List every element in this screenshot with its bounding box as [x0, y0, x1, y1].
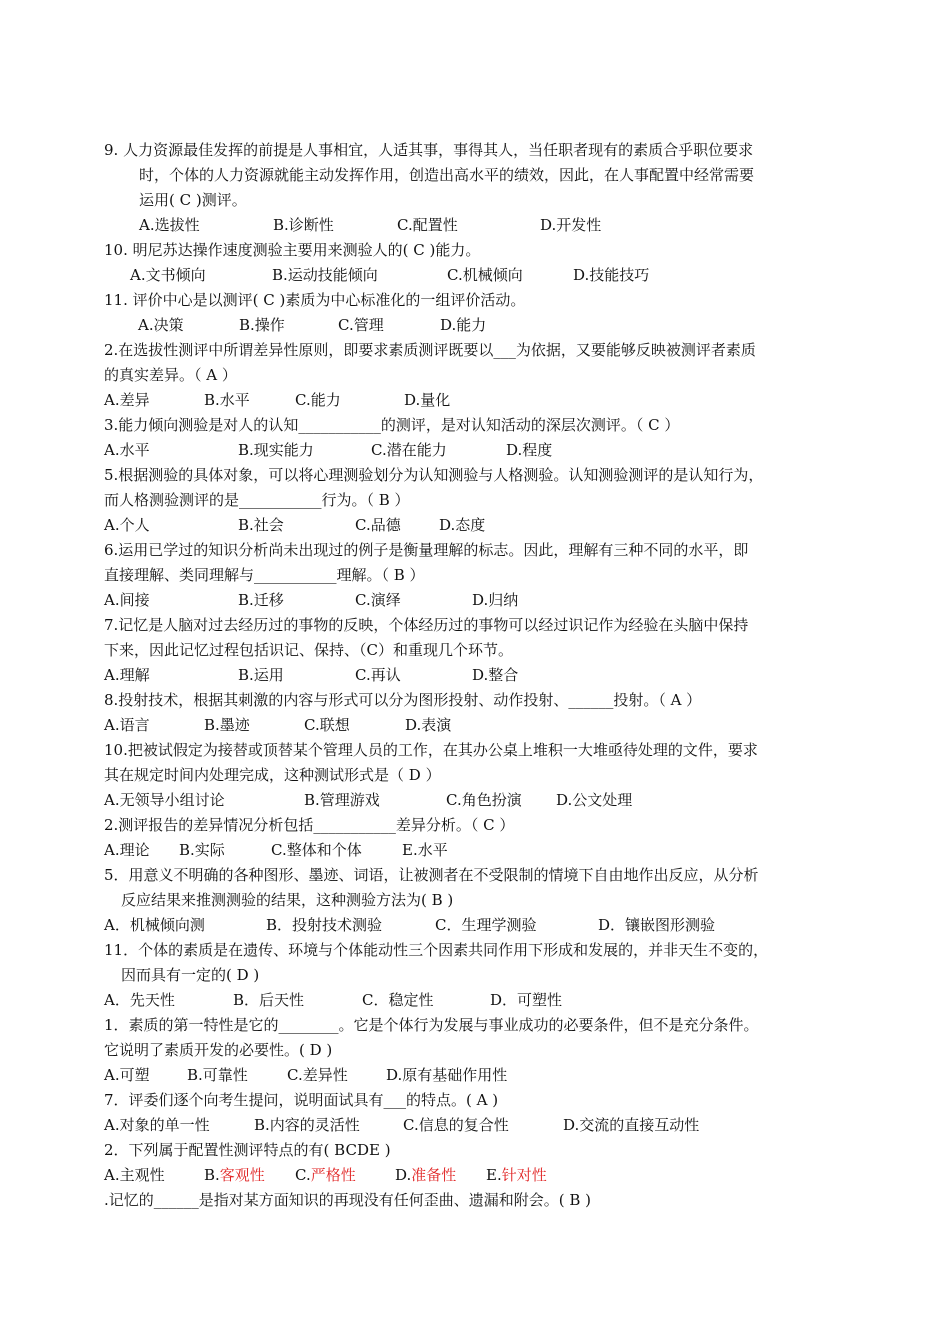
- option: A.文书倾向: [130, 266, 206, 284]
- question-text: 5.根据测验的具体对象，可以将心理测验划分为认知测验与人格测验。认知测验测评的是认知行为，: [104, 466, 764, 484]
- option: E.水平: [402, 841, 448, 859]
- question-text: 的真实差异。（ A ）: [104, 366, 237, 384]
- option: B.客观性: [204, 1166, 265, 1184]
- option: A.主观性: [104, 1166, 165, 1184]
- option: B.管理游戏: [304, 791, 380, 809]
- option: C.潜在能力: [371, 441, 447, 459]
- highlighted-option-text: 针对性: [501, 1166, 547, 1184]
- option: A.水平: [104, 441, 150, 459]
- highlighted-option-text: 客观性: [219, 1166, 265, 1184]
- option: C.管理: [338, 316, 384, 334]
- option: D.整合: [472, 666, 519, 684]
- option: D.准备性: [395, 1166, 457, 1184]
- question-text: 运用( C )测评。: [139, 191, 247, 209]
- option: A.理解: [104, 666, 150, 684]
- option: B.墨迹: [204, 716, 250, 734]
- options-row: [104, 1063, 844, 1088]
- option: A．机械倾向测: [104, 916, 205, 934]
- options-row: [104, 263, 844, 288]
- options-row: [104, 388, 844, 413]
- option: B.水平: [204, 391, 250, 409]
- option: B．投射技术测验: [266, 916, 383, 934]
- options-row: [104, 438, 844, 463]
- question-text: 1．素质的第一特性是它的________。它是个体行为发展与事业成功的必要条件，但不是充分条件。: [104, 1016, 759, 1034]
- question-text: 因而具有一定的( D ): [121, 966, 260, 984]
- question-text: 2．下列属于配置性测评特点的有( BCDE ): [104, 1141, 391, 1159]
- question-text: 反应结果来推测测验的结果，这种测验方法为( B ): [121, 891, 454, 909]
- question-text: 11．个体的素质是在遗传、环境与个体能动性三个因素共同作用下形成和发展的，并非天生不变的，: [104, 941, 769, 959]
- option: D.能力: [440, 316, 487, 334]
- option: B.运动技能倾向: [272, 266, 378, 284]
- options-row: [104, 838, 844, 863]
- question-text: 而人格测验测评的是___________行为。（ B ）: [104, 491, 410, 509]
- options-row: [104, 1113, 844, 1138]
- option: C.演绎: [355, 591, 401, 609]
- option: C.角色扮演: [446, 791, 522, 809]
- question-text: 直接理解、类同理解与___________理解。（ B ）: [104, 566, 425, 584]
- option: B.操作: [239, 316, 285, 334]
- question-text: 5．用意义不明确的各种图形、墨迹、词语，让被测者在不受限制的情境下自由地作出反应，从分析: [104, 866, 759, 884]
- question-text: 它说明了素质开发的必要性。( D ): [104, 1041, 333, 1059]
- option: E.针对性: [486, 1166, 547, 1184]
- question-text: 2.在选拔性测评中所谓差异性原则，即要求素质测评既要以___为依据，又要能够反映被测评者素质: [104, 341, 756, 359]
- option: D.归纳: [472, 591, 519, 609]
- option: A.理论: [104, 841, 150, 859]
- question-text: 7.记忆是人脑对过去经历过的事物的反映，个体经历过的事物可以经过识记作为经验在头脑中保持: [104, 616, 749, 634]
- option: A.个人: [104, 516, 150, 534]
- option: A.决策: [138, 316, 184, 334]
- question-text: 11. 评价中心是以测评( C )素质为中心标准化的一组评价活动。: [104, 291, 526, 309]
- option: A.选拔性: [139, 216, 200, 234]
- option: B.诊断性: [273, 216, 334, 234]
- option: D.技能技巧: [573, 266, 650, 284]
- option: D.原有基础作用性: [386, 1066, 508, 1084]
- options-row: [104, 513, 844, 538]
- highlighted-option-text: 准备性: [411, 1166, 457, 1184]
- option: A.可塑: [104, 1066, 150, 1084]
- question-text: 9. 人力资源最佳发挥的前提是人事相宜，人适其事，事得其人，当任职者现有的素质合乎职位要求: [104, 141, 754, 159]
- options-row: [104, 313, 844, 338]
- option: B.可靠性: [187, 1066, 248, 1084]
- option: C.再认: [355, 666, 401, 684]
- question-text: 2.测评报告的差异情况分析包括___________差异分析。（ C ）: [104, 816, 515, 834]
- option: A.对象的单一性: [104, 1116, 210, 1134]
- highlighted-option-text: 严格性: [310, 1166, 356, 1184]
- option: B.运用: [238, 666, 284, 684]
- option: D.开发性: [540, 216, 602, 234]
- document-page: [104, 138, 844, 1213]
- option: D．可塑性: [490, 991, 563, 1009]
- option: A.差异: [104, 391, 150, 409]
- options-row: [104, 988, 844, 1013]
- question-text: 其在规定时间内处理完成，这种测试形式是（ D ）: [104, 766, 441, 784]
- option: C.严格性: [295, 1166, 356, 1184]
- options-row: [104, 1163, 844, 1188]
- option: C.差异性: [287, 1066, 348, 1084]
- question-text: 7．评委们逐个向考生提问，说明面试具有___的特点。( A ): [104, 1091, 499, 1109]
- options-row: [104, 213, 844, 238]
- option: C．生理学测验: [435, 916, 537, 934]
- option: C.联想: [304, 716, 350, 734]
- question-text: 下来，因此记忆过程包括识记、保持、（C）和重现几个环节。: [104, 641, 513, 659]
- option: B.内容的灵活性: [254, 1116, 360, 1134]
- options-row: [104, 588, 844, 613]
- options-row: [104, 713, 844, 738]
- option: C．稳定性: [362, 991, 434, 1009]
- option: B.现实能力: [238, 441, 314, 459]
- option: C.配置性: [397, 216, 458, 234]
- option: D.公文处理: [556, 791, 633, 809]
- question-text: .记忆的______是指对某方面知识的再现没有任何歪曲、遗漏和附会。( B ): [104, 1191, 592, 1209]
- options-row: [104, 663, 844, 688]
- options-row: [104, 788, 844, 813]
- option: A.无领导小组讨论: [104, 791, 225, 809]
- option: B.迁移: [238, 591, 284, 609]
- option: D.态度: [439, 516, 486, 534]
- option: D.表演: [405, 716, 452, 734]
- option: A．先天性: [104, 991, 175, 1009]
- option: B.实际: [179, 841, 225, 859]
- option: C.品德: [355, 516, 401, 534]
- option: C.信息的复合性: [403, 1116, 509, 1134]
- question-text: 时，个体的人力资源就能主动发挥作用，创造出高水平的绩效，因此，在人事配置中经常需要: [139, 166, 755, 184]
- option: B.社会: [238, 516, 284, 534]
- option: C.整体和个体: [271, 841, 362, 859]
- option: D．镶嵌图形测验: [598, 916, 716, 934]
- option: B．后天性: [233, 991, 305, 1009]
- option: A.间接: [104, 591, 150, 609]
- question-text: 8.投射技术，根据其刺激的内容与形式可以分为图形投射、动作投射、______投射。（ A ）: [104, 691, 702, 709]
- option: C.能力: [295, 391, 341, 409]
- question-text: 6.运用已学过的知识分析尚未出现过的例子是衡量理解的标志。因此，理解有三种不同的水平，即: [104, 541, 749, 559]
- question-text: 10. 明尼苏达操作速度测验主要用来测验人的( C )能力。: [104, 241, 481, 259]
- question-text: 10.把被试假定为接替或顶替某个管理人员的工作，在其办公桌上堆积一大堆亟待处理的文件，要求: [104, 741, 758, 759]
- option: D.程度: [506, 441, 553, 459]
- option: D.量化: [404, 391, 451, 409]
- options-row: [104, 913, 844, 938]
- question-text: 3.能力倾向测验是对人的认知___________的测评，是对认知活动的深层次测评。（ C ）: [104, 416, 680, 434]
- option: D.交流的直接互动性: [563, 1116, 700, 1134]
- option: C.机械倾向: [447, 266, 523, 284]
- option: A.语言: [104, 716, 150, 734]
